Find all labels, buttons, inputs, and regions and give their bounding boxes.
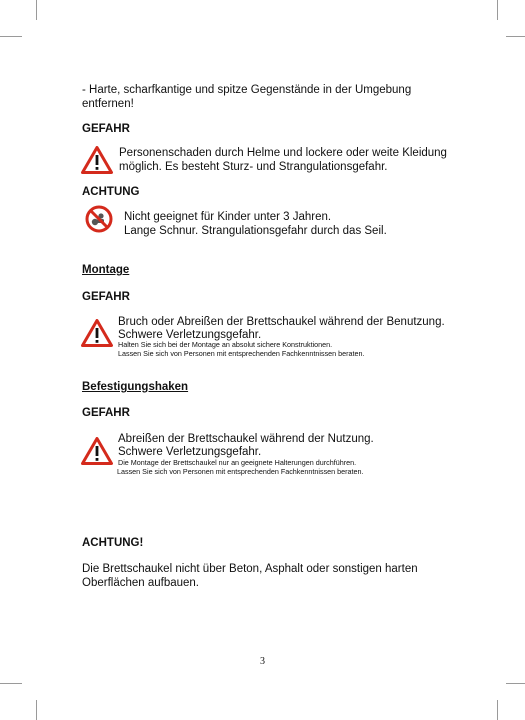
section-title-montage: Montage [82,264,130,276]
warning-text: Abreißen der Brettschaukel während der Nutzung. [118,433,374,445]
page-number: 3 [260,656,265,667]
warning-triangle-icon [81,146,113,174]
section-heading: GEFAHR [82,407,130,419]
section-title-befestigungshaken: Befestigungshaken [82,381,189,393]
crop-mark [36,700,37,720]
crop-mark [506,36,525,37]
no-small-children-icon [85,205,113,233]
crop-mark [36,0,37,20]
intro-line: - Harte, scharfkantige und spitze Gegenstände in der Umgebung [82,84,412,96]
note-text: Die Montage der Brettschaukel nur an geeignete Halterungen durchführen. [118,458,357,467]
note-text: Lassen Sie sich von Personen mit entsprechenden Fachkenntnissen beraten. [118,349,365,358]
crop-mark [506,683,525,684]
body-text: Oberflächen aufbauen. [82,577,200,589]
warning-text: Schwere Verletzungsgefahr. [118,329,262,341]
section-heading: GEFAHR [82,123,130,135]
section-heading: ACHTUNG! [82,537,144,549]
warning-text: Bruch oder Abreißen der Brettschaukel während der Benutzung. [118,316,445,328]
warning-text: Nicht geeignet für Kinder unter 3 Jahren. [124,211,332,223]
body-text: Die Brettschaukel nicht über Beton, Asphalt oder sonstigen harten [82,563,418,575]
crop-mark [497,700,498,720]
warning-triangle-icon [81,437,113,465]
section-heading: GEFAHR [82,291,130,303]
intro-line: entfernen! [82,98,134,110]
warning-text: möglich. Es besteht Sturz- und Strangulationsgefahr. [119,161,388,173]
section-heading: ACHTUNG [82,186,140,198]
note-text: Lassen Sie sich von Personen mit entsprechenden Fachkenntnissen beraten. [117,467,364,476]
warning-text: Lange Schnur. Strangulationsgefahr durch das Seil. [124,225,387,237]
crop-mark [497,0,498,20]
crop-mark [0,683,22,684]
warning-triangle-icon [81,319,113,347]
warning-text: Schwere Verletzungsgefahr. [118,446,262,458]
note-text: Halten Sie sich bei der Montage an absolut sichere Konstruktionen. [118,340,333,349]
warning-text: Personenschaden durch Helme und lockere oder weite Kleidung [119,147,447,159]
crop-mark [0,36,22,37]
